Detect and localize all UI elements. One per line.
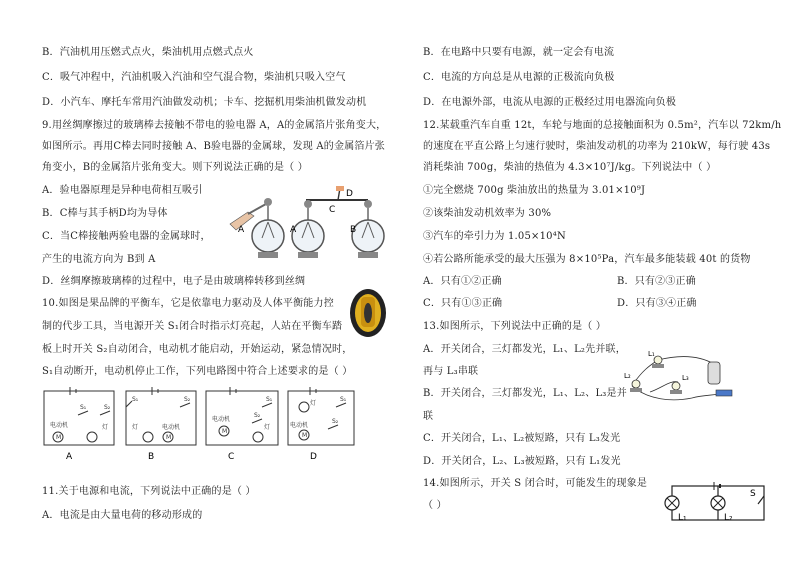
q13-option-b-1: B．开关闭合，三灯都发光，L₁、L₂、L₃是并 [423, 388, 627, 399]
circuit-label-d: D [310, 452, 317, 461]
q12-stem-3: 消耗柴油 700g，柴油的热值为 4.3×10⁷J/kg。下列说法中（ ） [423, 162, 717, 173]
svg-text:S₁: S₁ [132, 396, 139, 403]
svg-text:电动机: 电动机 [162, 424, 181, 431]
q13-option-c: C．开关闭合，L₁、L₂被短路，只有 L₃发光 [423, 433, 621, 444]
svg-text:S₂: S₂ [104, 404, 111, 411]
electroscope-pair [292, 186, 384, 258]
q13-option-d: D．开关闭合，L₂、L₃被短路，只有 L₁发光 [423, 456, 621, 467]
q8-option-c: C．吸气冲程中，汽油机吸入汽油和空气混合物，柴油机只吸入空气 [42, 72, 346, 83]
circuit-label-c: C [228, 452, 235, 461]
q9-stem-3: 角变小，B的金属箔片张角变大。则下列说法正确的是（ ） [42, 162, 308, 173]
battery-icon [708, 362, 720, 384]
fig14-label-l1: L₁ [678, 513, 687, 523]
q9-option-b: B．C棒与其手柄D均为导体 [42, 208, 168, 219]
svg-text:电动机: 电动机 [290, 422, 309, 429]
q12-option-d: D．只有③④正确 [617, 298, 697, 309]
svg-text:灯: 灯 [310, 400, 317, 407]
q9-option-c-1: C．当C棒接触两验电器的金属球时， [42, 231, 211, 242]
q12-option-b: B．只有②③正确 [617, 276, 696, 287]
q12-statement-3: ③汽车的牵引力为 1.05×10⁴N [423, 231, 566, 242]
q13-option-b-2: 联 [423, 411, 434, 422]
svg-text:M: M [222, 428, 228, 435]
fig14-label-l2: L₂ [724, 513, 733, 523]
q12-stem-2: 的速度在平直公路上匀速行驶时，柴油发动机的功率为 210kW，每行驶 43s [423, 141, 771, 152]
svg-text:灯: 灯 [132, 424, 139, 431]
fig13-label-l2: L₂ [624, 372, 631, 380]
fig9-label-b: B [350, 225, 357, 235]
electroscope-a [252, 198, 284, 258]
svg-text:S₂: S₂ [184, 396, 191, 403]
q9-option-c-2: 产生的电流方向为 B到 A [42, 254, 156, 265]
q12-option-a: A．只有①②正确 [423, 276, 502, 287]
q9-option-d: D．丝绸摩擦玻璃棒的过程中，电子是由玻璃棒转移到丝绸 [42, 276, 306, 287]
svg-text:S₁: S₁ [340, 396, 347, 403]
q9-option-a: A．验电器原理是异种电荷相互吸引 [42, 185, 203, 196]
fig9-label-a2: A [290, 225, 297, 235]
q11-option-d: D．在电源外部，电流从电源的正极经过用电器流向负极 [423, 97, 677, 108]
q12-statement-1: ①完全燃烧 700g 柴油放出的热量为 3.01×10⁹J [423, 185, 646, 196]
fig9-label-d: D [346, 189, 353, 199]
q12-statement-2: ②该柴油发动机效率为 30% [423, 208, 552, 219]
lamp-icon [143, 432, 153, 442]
q9-stem-1: 9.用丝绸摩擦过的玻璃棒去接触不带电的验电器 A，A的金属箔片张角变大， [42, 120, 387, 131]
q10-stem-4: S₁自动断开，电动机停止工作，下列电路图中符合上述要求的是（ ） [42, 366, 353, 377]
glass-rod [248, 204, 266, 214]
svg-text:M: M [56, 434, 62, 441]
svg-text:灯: 灯 [264, 424, 271, 431]
svg-text:M: M [166, 434, 172, 441]
q12-statement-4: ④若公路所能承受的最大压强为 8×10⁵Pa，汽车最多能装载 40t 的货物 [423, 254, 751, 265]
svg-text:电动机: 电动机 [212, 416, 231, 423]
svg-text:灯: 灯 [102, 424, 109, 431]
lamp-l2 [630, 380, 642, 392]
fig13-label-l3: L₃ [682, 374, 689, 382]
fig13-label-l1: L₁ [648, 350, 655, 358]
q9-stem-2: 如图所示。再用C棒去同时接触 A、B验电器的金属球，发现 A的金属箔片张 [42, 141, 386, 152]
lamp-icon [299, 402, 309, 412]
q8-option-b: B．汽油机用压燃式点火，柴油机用点燃式点火 [42, 47, 254, 58]
q11-option-a: A．电流是由大量电荷的移动形成的 [42, 510, 203, 521]
svg-text:S₁: S₁ [80, 404, 87, 411]
q11-option-b: B．在电路中只要有电源，就一定会有电流 [423, 47, 615, 58]
q8-option-d: D．小汽车、摩托车常用汽油做发动机；卡车、挖掘机用柴油机做发动机 [42, 97, 367, 108]
circuit-options-figure [40, 385, 360, 461]
q10-stem-2: 制的代步工具，当电源开关 S₁闭合时指示灯亮起，人站在平衡车踏 [42, 321, 343, 332]
svg-text:电动机: 电动机 [50, 422, 69, 429]
lamp-icon [253, 432, 263, 442]
balance-car-image [347, 287, 389, 339]
fig14-label-s: S [750, 489, 756, 499]
circuit-label-b: B [148, 452, 155, 461]
lamp-icon [87, 432, 97, 442]
q13-option-a-1: A．开关闭合，三灯都发光，L₁、L₂先并联， [423, 344, 626, 355]
q14-blank: （ ） [423, 500, 447, 511]
q12-option-c: C．只有①③正确 [423, 298, 503, 309]
switch-icon [716, 390, 732, 396]
three-lamp-figure [622, 350, 740, 408]
q10-stem-1: 10.如图是果品牌的平衡车，它是依靠电力驱动及人体平衡能力控 [42, 298, 334, 309]
lamp-l1-symbol [665, 496, 679, 510]
svg-text:S₂: S₂ [254, 412, 261, 419]
q11-option-c: C．电流的方向总是从电源的正极流向负极 [423, 72, 615, 83]
q14-circuit-figure [664, 480, 774, 528]
q11-stem: 11.关于电源和电流，下列说法中正确的是（ ） [42, 486, 256, 497]
electroscope-figure [228, 186, 394, 270]
q13-stem: 13.如图所示，下列说法中正确的是（ ） [423, 321, 607, 332]
circuit-label-a: A [66, 452, 73, 461]
fig9-label-c: C [329, 205, 336, 215]
q14-stem: 14.如图所示，开关 S 闭合时，可能发生的现象是 [423, 478, 648, 489]
svg-text:S₁: S₁ [266, 396, 273, 403]
svg-text:M: M [302, 432, 308, 439]
q13-option-a-2: 再与 L₃串联 [423, 366, 479, 377]
fig9-label-a: A [238, 225, 245, 235]
lamp-l3 [670, 382, 682, 394]
q10-stem-3: 板上时开关 S₂自动闭合，电动机才能启动，开始运动，紧急情况时， [42, 344, 353, 355]
q12-stem-1: 12.某载重汽车自重 12t，车轮与地面的总接触面积为 0.5m²，汽车以 72km/h [423, 120, 782, 131]
svg-text:S₂: S₂ [332, 418, 339, 425]
lamp-l2-symbol [711, 496, 725, 510]
